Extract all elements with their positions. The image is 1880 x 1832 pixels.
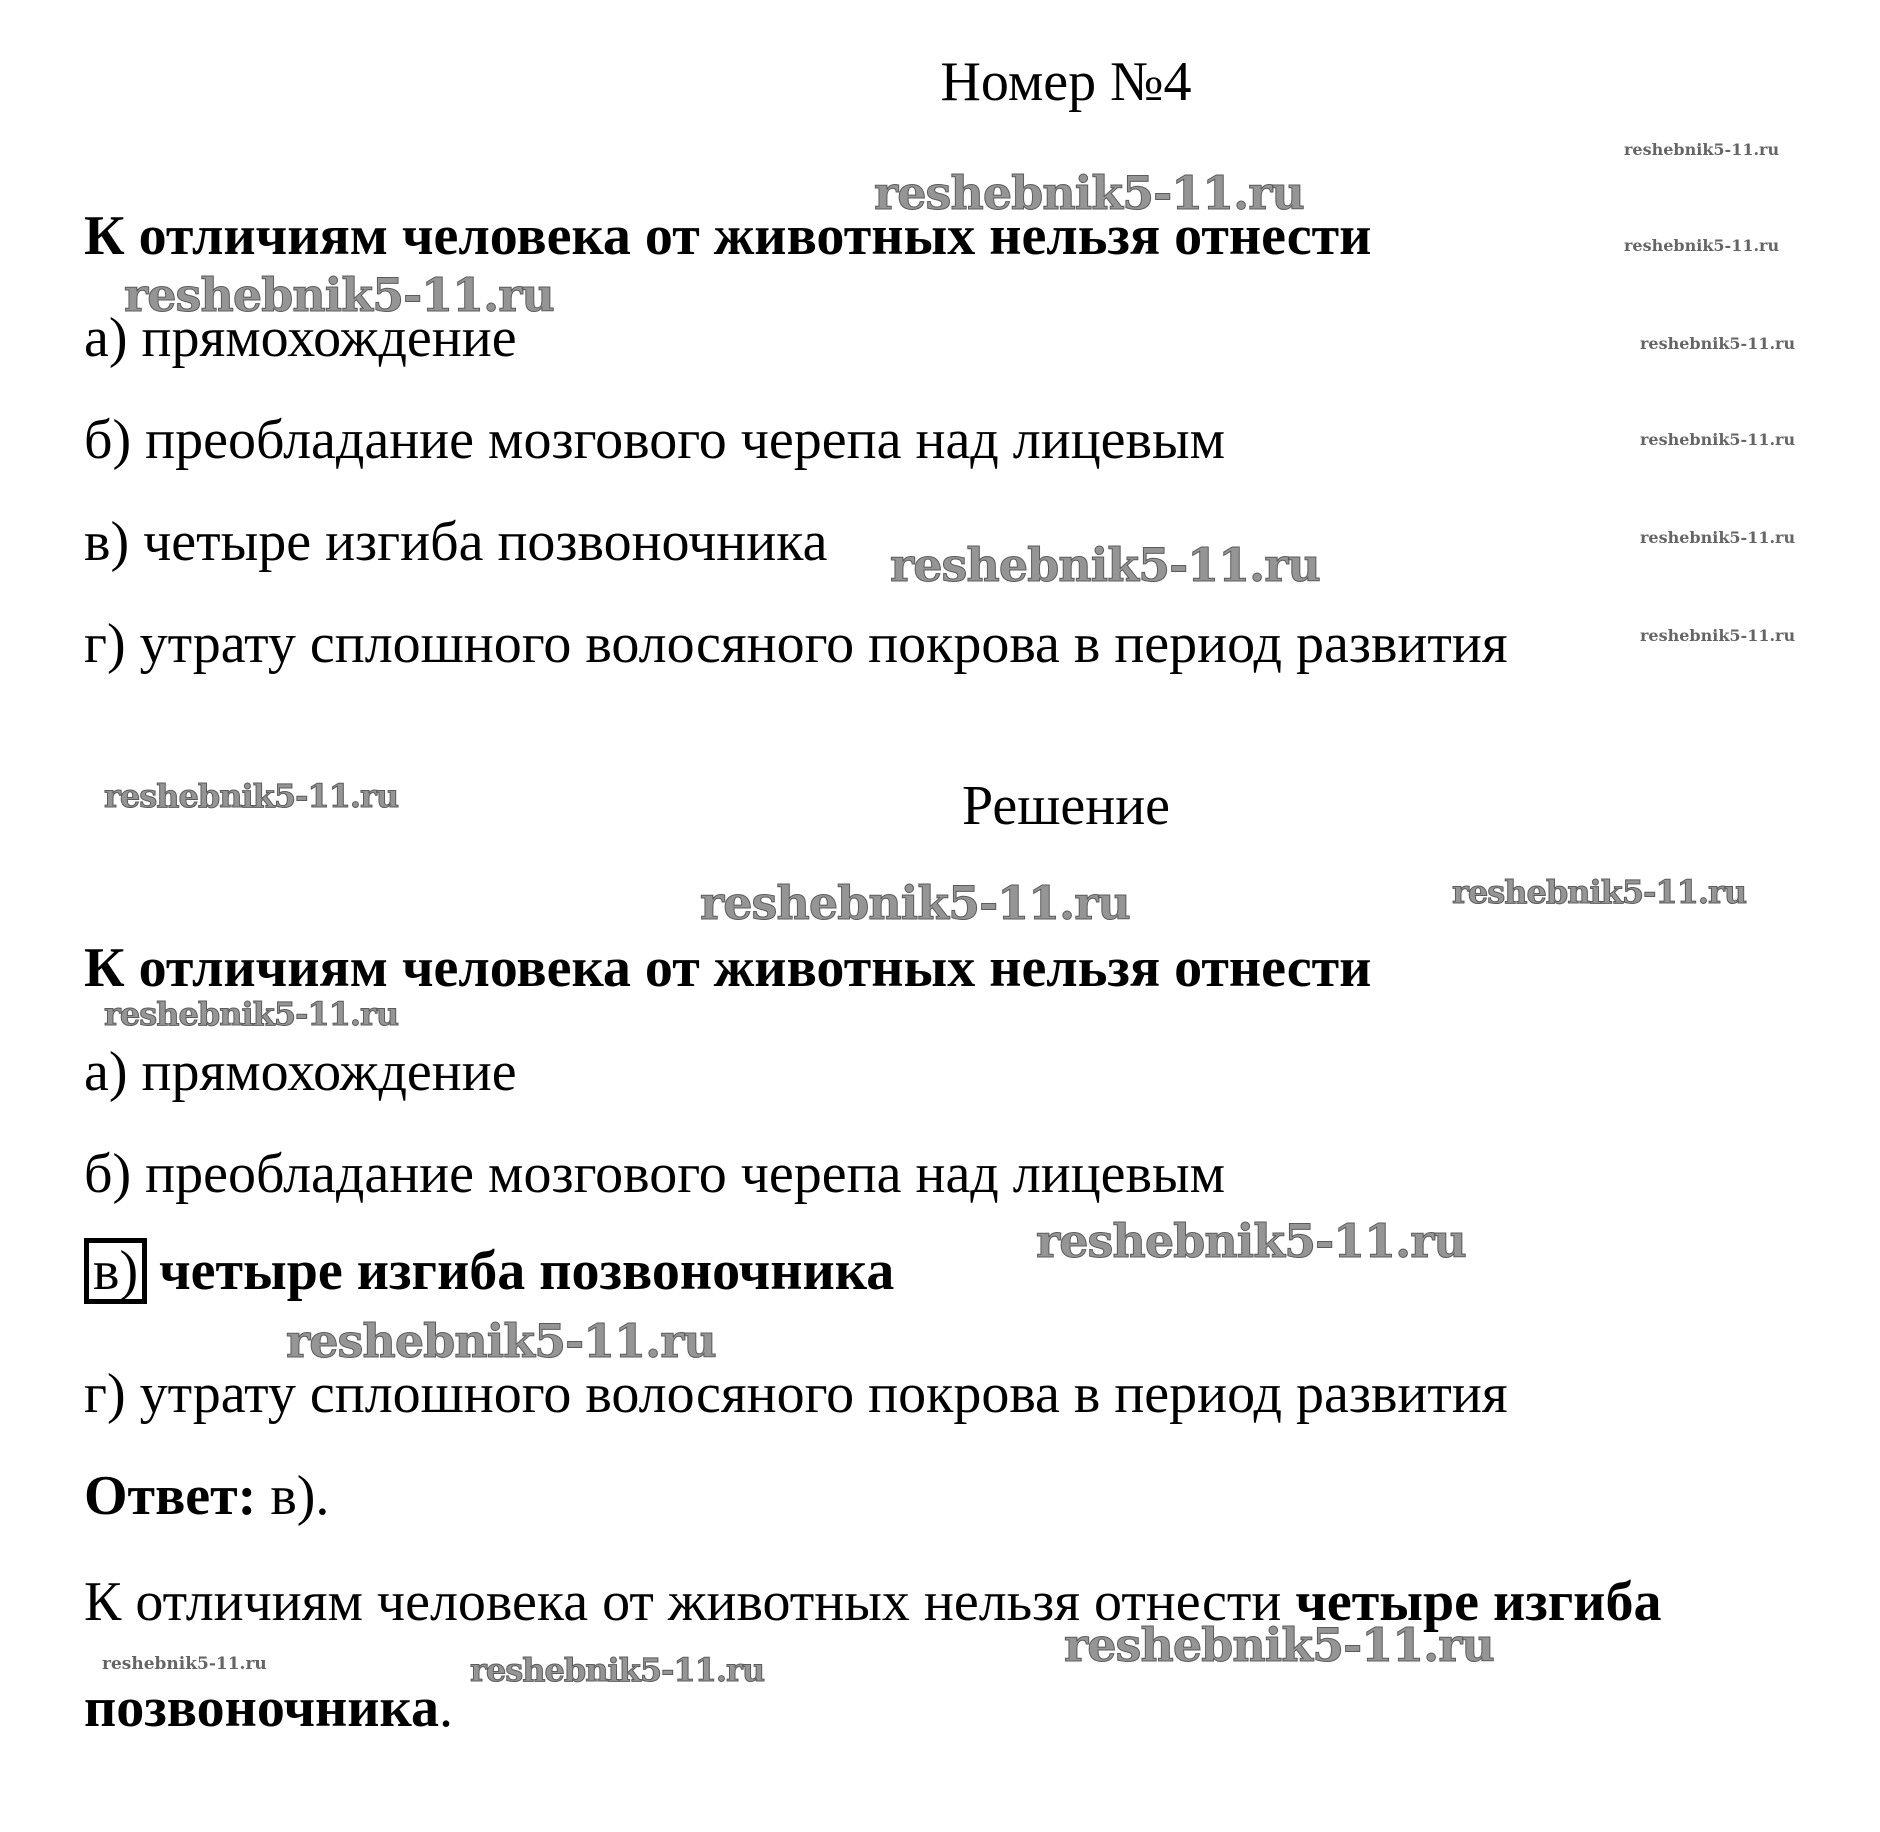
watermark: reshebnik5-11.ru [470,1651,765,1689]
explanation-plain: К отличиям человека от животных нельзя отнести [84,1571,1282,1633]
selected-option-text: четыре изгиба позвоночника [159,1240,895,1302]
solution-prompt: К отличиям человека от животных нельзя отнести [84,937,1372,999]
watermark: reshebnik5-11.ru [1036,1214,1466,1268]
explanation-bold-1: четыре изгиба [1295,1571,1662,1633]
watermark: reshebnik5-11.ru [1064,1618,1494,1672]
selected-marker-box: в) [84,1238,147,1304]
question-option-g: г) утрату сплошного волосяного покрова в период развития [84,613,1508,675]
watermark: reshebnik5-11.ru [874,166,1304,220]
explanation-end: . [438,1677,453,1739]
explanation-line-2 [84,1677,453,1739]
watermark: reshebnik5-11.ru [1452,873,1747,911]
watermark: reshebnik5-11.ru [700,876,1130,930]
solution-option-a: а) прямохождение [84,1041,517,1103]
page-title: Номер №4 [940,51,1192,113]
explanation-bold-2: позвоночника [84,1677,439,1739]
question-option-v: в) четыре изгиба позвоночника [84,511,828,573]
solution-selected-option [84,1238,894,1304]
watermark: reshebnik5-11.ru [1624,140,1780,159]
solution-option-g: г) утрату сплошного волосяного покрова в период развития [84,1363,1508,1425]
answer-value: в). [270,1465,330,1527]
watermark: reshebnik5-11.ru [102,1654,267,1674]
watermark: reshebnik5-11.ru [1640,334,1796,353]
question-option-a: а) прямохождение [84,307,517,369]
question-option-b: б) преобладание мозгового черепа над лицевым [84,409,1226,471]
watermark: reshebnik5-11.ru [1624,236,1780,255]
watermark: reshebnik5-11.ru [104,777,399,815]
solution-option-b: б) преобладание мозгового черепа над лицевым [84,1143,1226,1205]
watermark: reshebnik5-11.ru [890,538,1320,592]
watermark: reshebnik5-11.ru [286,1314,716,1368]
watermark: reshebnik5-11.ru [124,268,554,322]
watermark: reshebnik5-11.ru [1640,430,1796,449]
watermark: reshebnik5-11.ru [1640,626,1796,645]
watermark: reshebnik5-11.ru [104,995,399,1033]
answer-line [84,1465,330,1527]
question-prompt: К отличиям человека от животных нельзя отнести [84,205,1372,267]
solution-heading: Решение [961,775,1171,837]
answer-label: Ответ: [84,1465,257,1527]
watermark: reshebnik5-11.ru [1640,528,1796,547]
